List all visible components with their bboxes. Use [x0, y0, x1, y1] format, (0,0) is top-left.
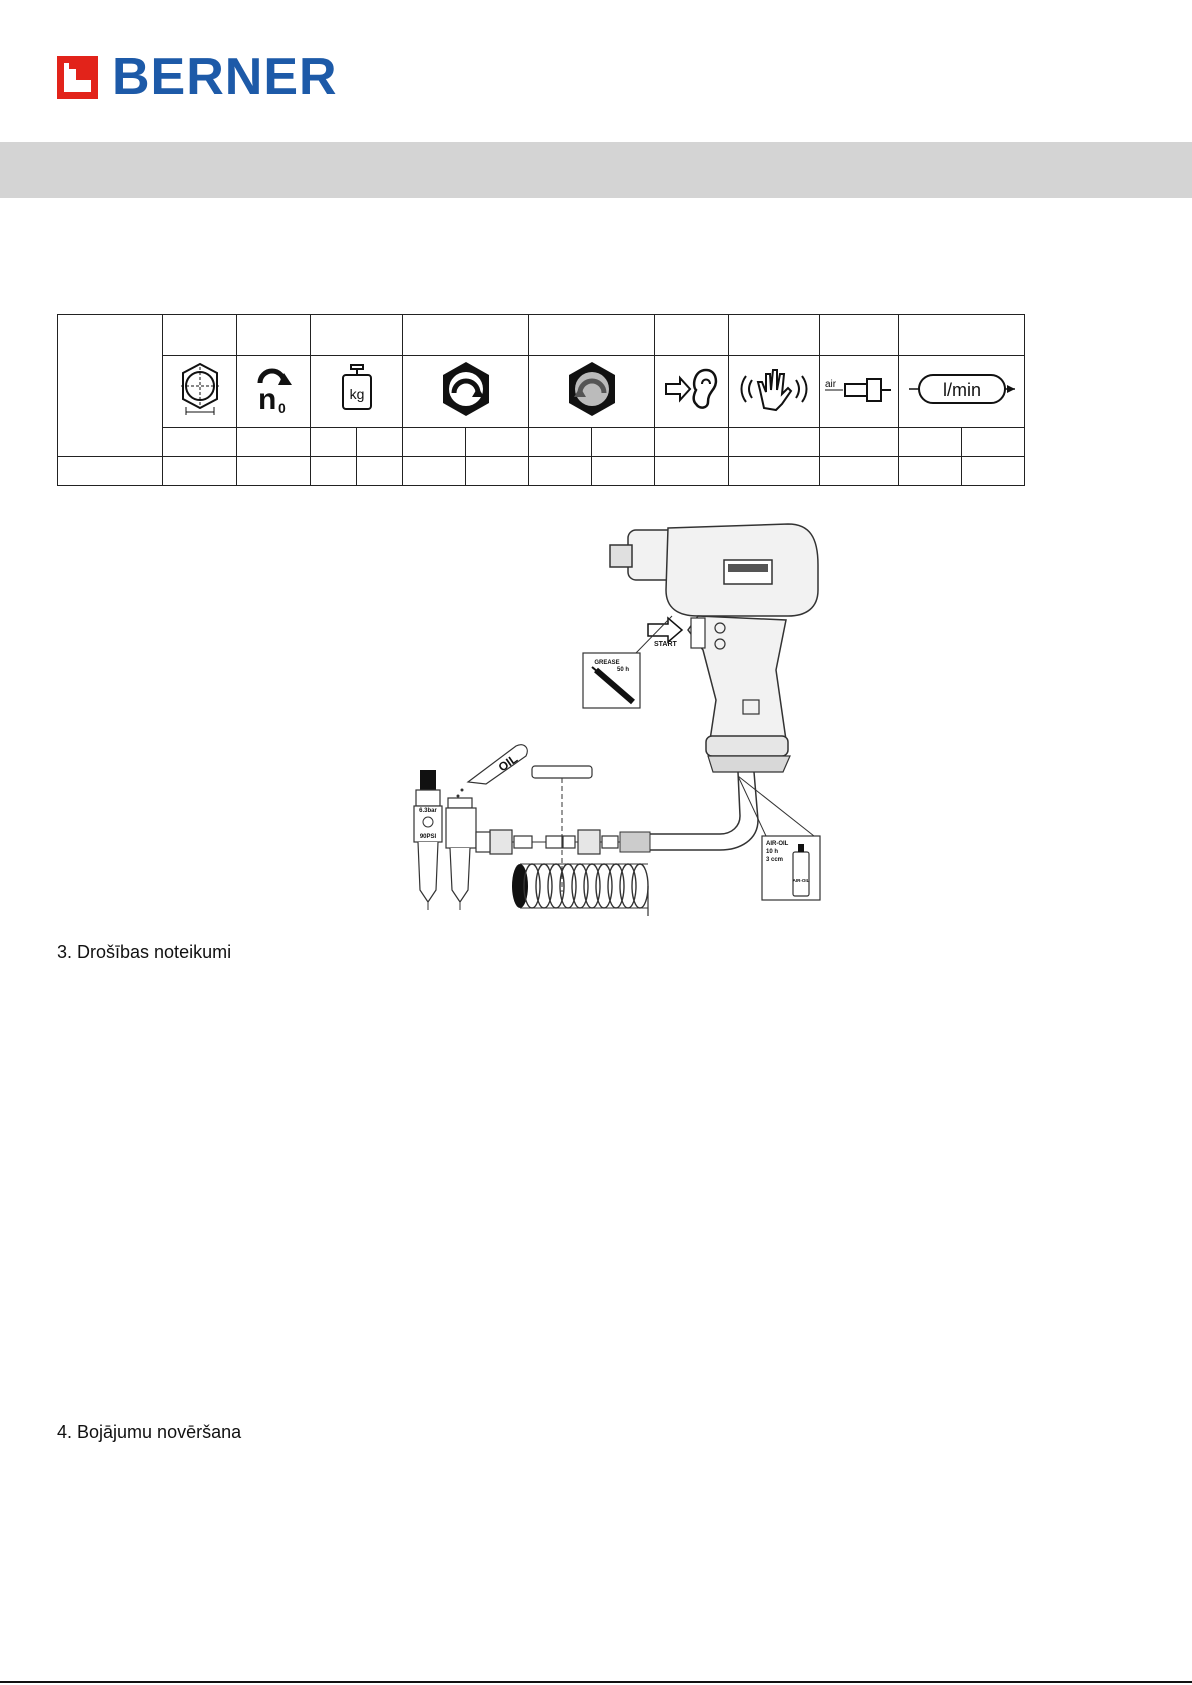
table-cell: [729, 315, 820, 356]
weight-icon: [337, 361, 377, 417]
filter-regulator-lubricator: [414, 770, 490, 910]
coil-hose-illustration: [512, 864, 648, 916]
svg-text:air: air: [825, 379, 837, 390]
table-cell: [163, 457, 237, 486]
table-cell: [311, 356, 403, 428]
hose-fittings: [468, 830, 620, 854]
table-cell: [466, 457, 529, 486]
oil-can-icon: [457, 745, 528, 798]
table-row: [58, 356, 1025, 428]
table-cell: [820, 457, 899, 486]
table-cell: [357, 457, 403, 486]
table-cell: [729, 356, 820, 428]
table-cell: [529, 457, 592, 486]
table-cell: [237, 315, 311, 356]
table-cell: [163, 428, 237, 457]
table-cell: [962, 428, 1025, 457]
section-heading: 4. Bojājumu novēršana: [57, 1422, 242, 1442]
table-cell: [899, 457, 962, 486]
table-cell: [403, 315, 529, 356]
svg-text:kg: kg: [349, 386, 364, 402]
svg-text:OIL: OIL: [495, 751, 521, 775]
table-cell: [466, 428, 529, 457]
table-cell: [58, 315, 163, 457]
brand-logo: [57, 48, 338, 106]
table-row: [58, 428, 1025, 457]
svg-text:50 h: 50 h: [616, 667, 630, 673]
brand-name: BERNER: [112, 48, 338, 106]
table-cell: [403, 428, 466, 457]
air-inlet-icon: [823, 369, 895, 409]
table-cell: [962, 457, 1025, 486]
svg-text:3 ccm: 3 ccm: [766, 857, 784, 863]
page-bottom-rule: [0, 1681, 1192, 1683]
svg-text:n: n: [257, 383, 276, 416]
table-cell: [311, 457, 357, 486]
svg-text:90PSI: 90PSI: [419, 834, 437, 840]
maintenance-diagram: [398, 520, 850, 920]
svg-text:AIR-OIL: AIR-OIL: [792, 878, 810, 883]
table-cell: [729, 457, 820, 486]
table-row: [58, 457, 1025, 486]
table-cell: [403, 356, 529, 428]
table-cell: [729, 428, 820, 457]
section-heading: 3. Drošības noteikumi: [57, 942, 232, 962]
table-cell: [592, 428, 655, 457]
table-cell: [820, 428, 899, 457]
table-cell: [403, 457, 466, 486]
table-cell: [529, 315, 655, 356]
bolt-size-icon: [175, 359, 225, 419]
torque-ccw-icon: [562, 359, 622, 419]
table-cell: [237, 356, 311, 428]
table-cell: [357, 428, 403, 457]
air-oil-box: [762, 836, 820, 900]
table-cell: [655, 428, 729, 457]
table-cell: [820, 315, 899, 356]
air-consumption-icon: [907, 371, 1017, 407]
table-cell: [311, 428, 357, 457]
table-cell: [237, 457, 311, 486]
table-cell: [820, 356, 899, 428]
vibration-icon: [736, 364, 812, 414]
table-cell: [592, 457, 655, 486]
table-cell: [163, 315, 237, 356]
torque-cw-icon: [436, 359, 496, 419]
table-cell: [899, 315, 1025, 356]
header-band: [0, 142, 1192, 198]
table-row: [58, 315, 1025, 356]
svg-text:10 h: 10 h: [766, 849, 779, 855]
svg-text:AIR-OIL: AIR-OIL: [766, 841, 789, 847]
table-cell: [529, 356, 655, 428]
table-cell: [655, 457, 729, 486]
svg-text:l/min: l/min: [942, 380, 981, 400]
table-cell: [655, 315, 729, 356]
table-cell: [58, 457, 163, 486]
sound-icon: [664, 364, 720, 414]
table-cell: [311, 315, 403, 356]
berner-mark-icon: [57, 56, 98, 99]
table-cell: [163, 356, 237, 428]
svg-text:0: 0: [277, 400, 286, 416]
speed-icon: [252, 361, 296, 417]
table-cell: [529, 428, 592, 457]
table-cell: [237, 428, 311, 457]
table-cell: [655, 356, 729, 428]
svg-text:START: START: [654, 641, 677, 648]
svg-text:GREASE: GREASE: [594, 660, 620, 666]
svg-text:6.3bar: 6.3bar: [419, 808, 437, 814]
spec-table: [57, 314, 1025, 486]
table-cell: [899, 356, 1025, 428]
table-cell: [899, 428, 962, 457]
grease-box: [583, 653, 640, 708]
